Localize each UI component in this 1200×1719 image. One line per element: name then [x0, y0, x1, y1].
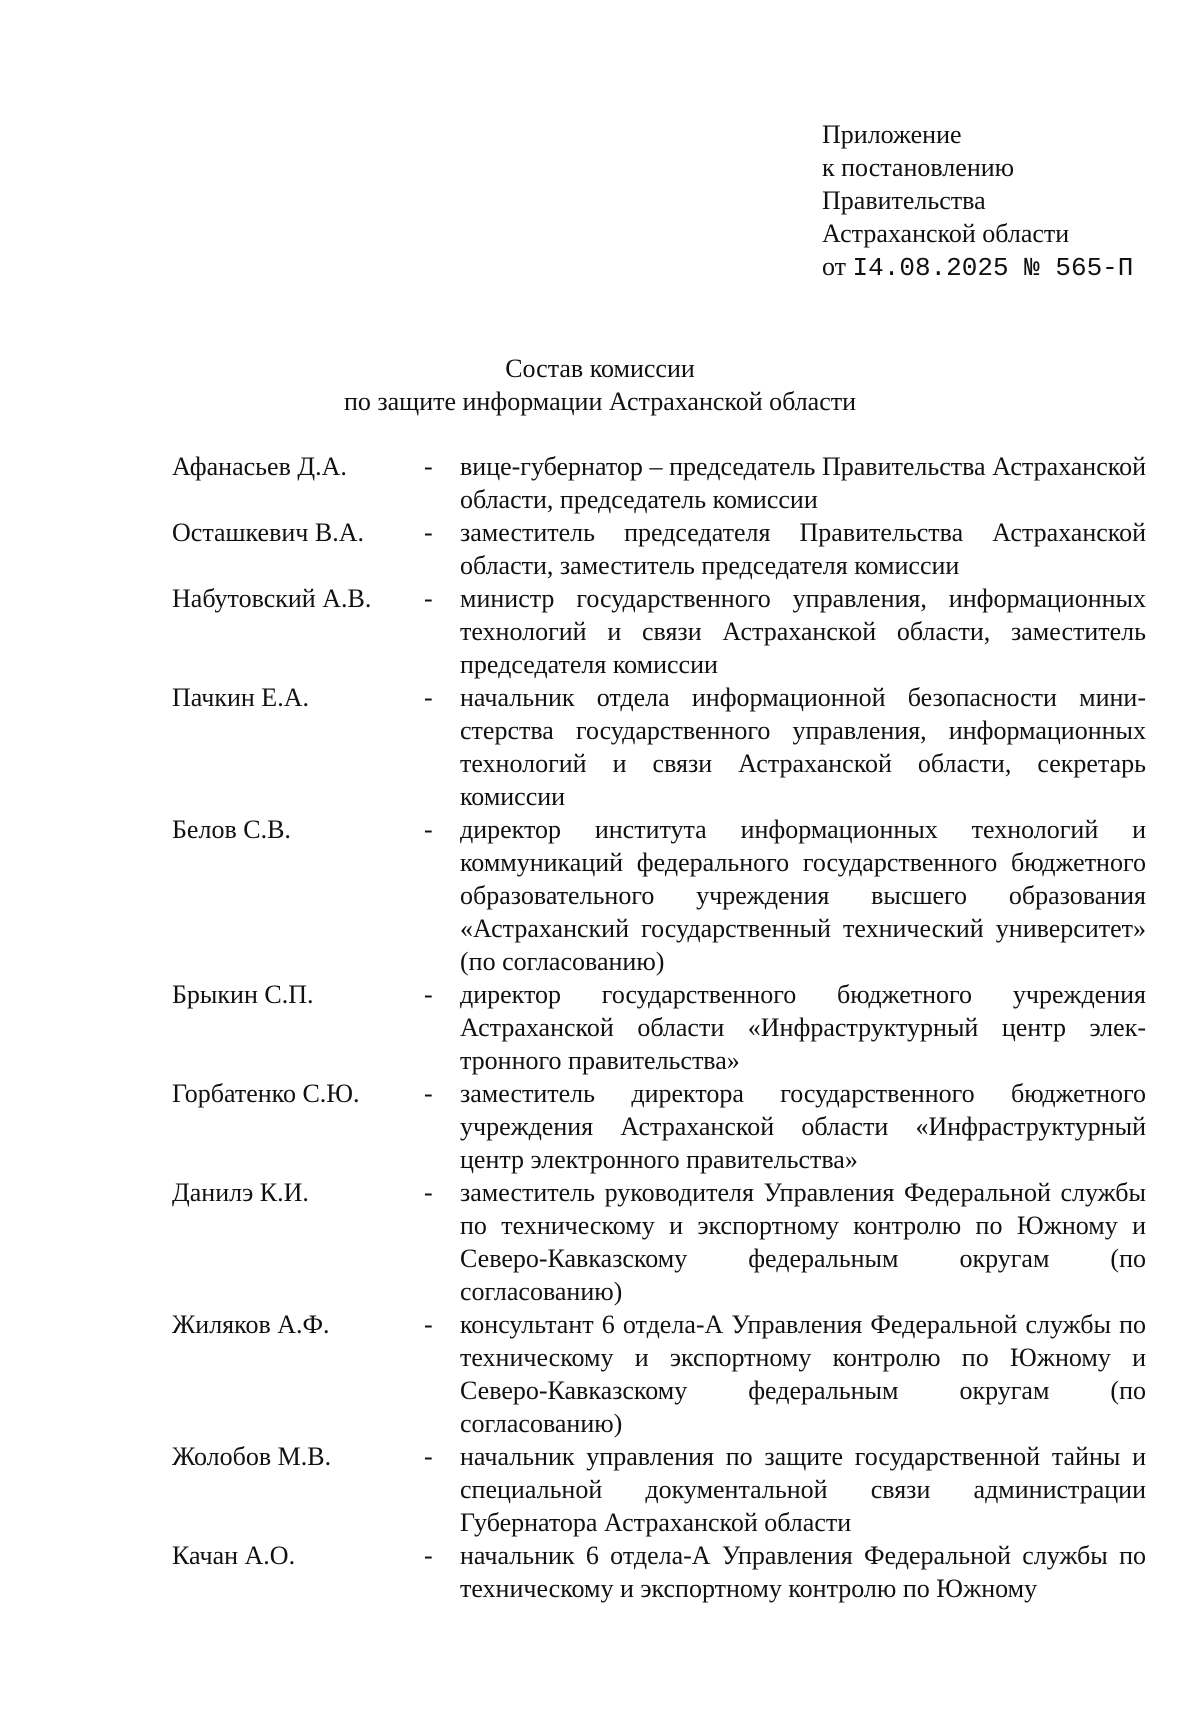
title-line: по защите информации Астраханской области	[343, 387, 857, 416]
member-dash: -	[424, 518, 433, 547]
appendix-line: Астраханской области	[822, 219, 1070, 248]
member-row	[172, 813, 1146, 978]
member-name: Жиляков А.Ф.	[172, 1310, 330, 1339]
appendix-line: Приложение	[822, 120, 962, 149]
member-row	[172, 1176, 1146, 1308]
member-position: министр государственного управления, информационных технологий и связи Астраханской области, заместитель председателя комиссии	[460, 584, 1146, 679]
member-dash: -	[424, 815, 433, 844]
member-name: Пачкин Е.А.	[172, 683, 309, 712]
member-position: начальник отдела информационной безопасности министерства государственного управления, информационных технологий и связи Астраханской области, секретарь комиссии	[460, 683, 1146, 811]
member-dash: -	[424, 980, 433, 1009]
appendix-date-line	[822, 250, 1133, 285]
member-name: Горбатенко С.Ю.	[172, 1079, 360, 1108]
member-name: Белов С.В.	[172, 815, 291, 844]
member-position: директор государственного бюджетного учреждения Астраханской области «Инфраструктурный центр электронного правительства»	[460, 980, 1146, 1075]
member-row	[172, 978, 1146, 1077]
member-position: директор института информационных технологий и коммуникаций федерального государственного бюджетного образовательного учреждения высшего образования «Астраханский государственный технический университет» (по согласованию)	[460, 815, 1146, 976]
member-row	[172, 681, 1146, 813]
member-name: Брыкин С.П.	[172, 980, 314, 1009]
member-row	[172, 582, 1146, 681]
member-dash: -	[424, 1310, 433, 1339]
member-position: начальник управления по защите государственной тайны и специальной документальной связи администрации Губернатора Астраханской области	[460, 1442, 1146, 1537]
members-list	[172, 450, 1146, 1605]
member-position: вице-губернатор – председатель Правительства Астраханской области, председатель комиссии	[460, 452, 1146, 514]
member-row	[172, 1308, 1146, 1440]
document-title	[0, 352, 1200, 418]
member-name: Данилэ К.И.	[172, 1178, 309, 1207]
title-line: Состав комиссии	[505, 354, 695, 383]
member-name: Жолобов М.В.	[172, 1442, 332, 1471]
member-dash: -	[424, 683, 433, 712]
member-dash: -	[424, 584, 433, 613]
date-prefix: от	[822, 252, 847, 281]
member-row	[172, 1077, 1146, 1176]
member-position: консультант 6 отдела-А Управления Федеральной службы по техническому и экспортному контролю по Южному и Северо-Кавказскому федеральным округам (по согласованию)	[460, 1310, 1146, 1438]
member-dash: -	[424, 1442, 433, 1471]
member-row	[172, 1440, 1146, 1539]
member-dash: -	[424, 1079, 433, 1108]
member-position: начальник 6 отдела-А Управления Федеральной службы по техническому и экспортному контролю по Южному	[460, 1541, 1146, 1603]
member-position: заместитель руководителя Управления Федеральной службы по техническому и экспортному контролю по Южному и Северо-Кавказскому федеральным округам (по согласованию)	[460, 1178, 1146, 1306]
member-row	[172, 516, 1146, 582]
member-name: Качан А.О.	[172, 1541, 296, 1570]
member-position: заместитель директора государственного бюджетного учреждения Астраханской области «Инфраструктурный центр электронного правительства»	[460, 1079, 1146, 1174]
member-row	[172, 1539, 1146, 1605]
member-dash: -	[424, 1178, 433, 1207]
member-row	[172, 450, 1146, 516]
member-name: Осташкевич В.А.	[172, 518, 364, 547]
member-dash: -	[424, 452, 433, 481]
member-name: Набутовский А.В.	[172, 584, 372, 613]
appendix-line: к постановлению	[822, 153, 1015, 182]
appendix-line: Правительства	[822, 186, 986, 215]
document-date-number: I4.08.2025 № 565-П	[852, 253, 1134, 283]
member-position: заместитель председателя Правительства Астраханской области, заместитель председателя комиссии	[460, 518, 1146, 580]
appendix-block	[822, 118, 1133, 285]
member-name: Афанасьев Д.А.	[172, 452, 347, 481]
member-dash: -	[424, 1541, 433, 1570]
